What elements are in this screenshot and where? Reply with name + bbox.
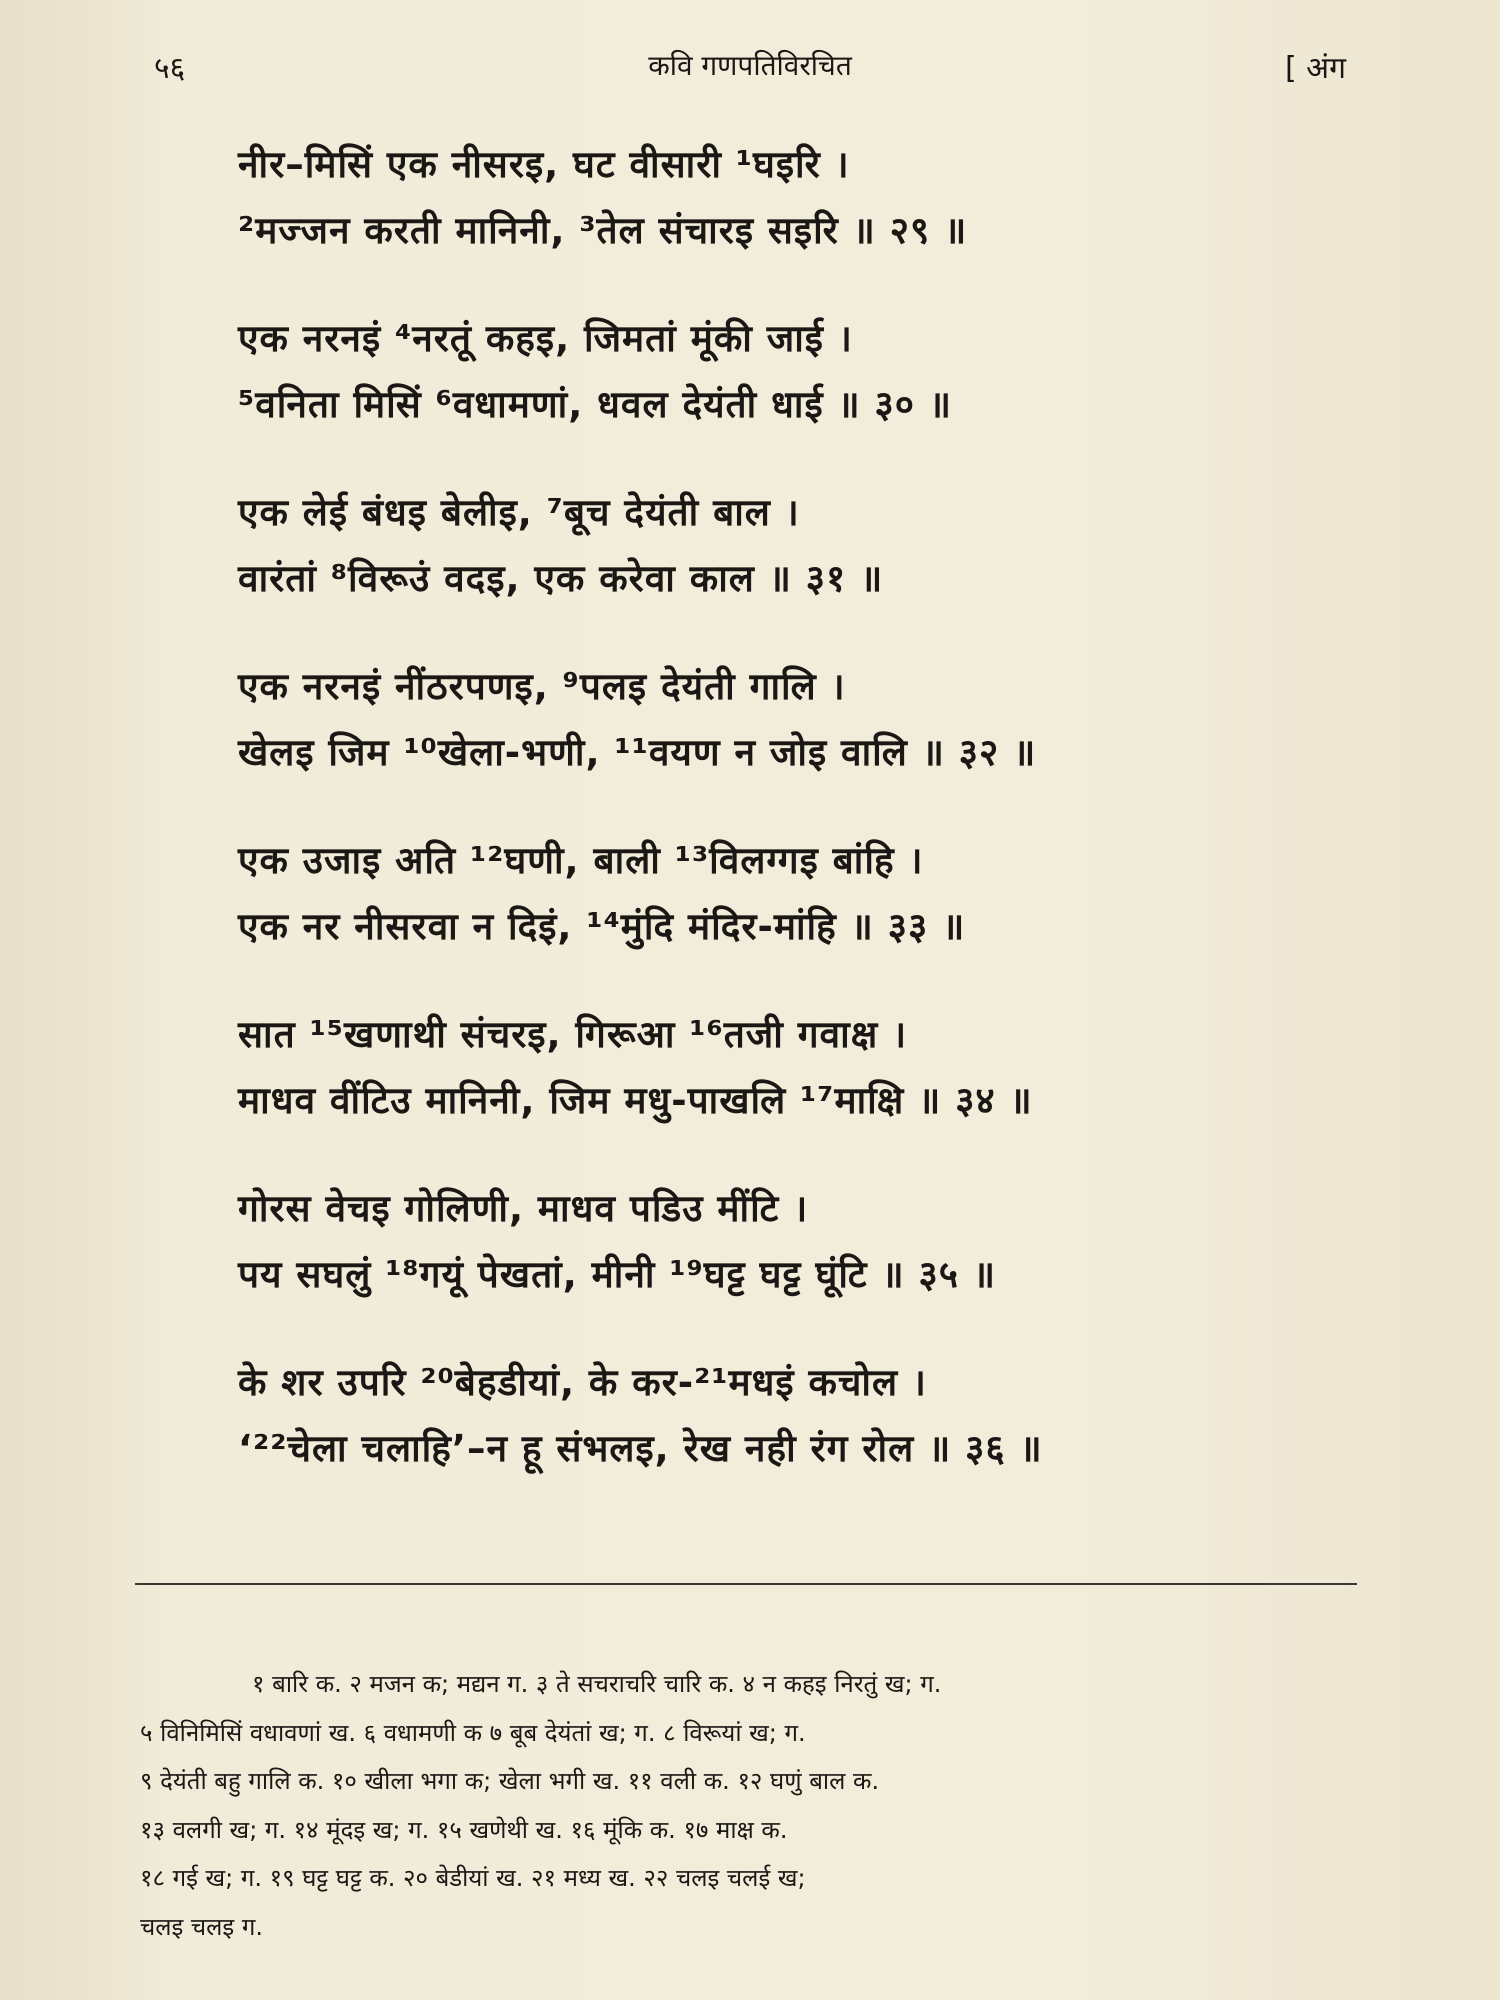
verse-line: एक उजाइ अति ¹²घणी, बाली ¹³विलग्गइ बांहि । bbox=[238, 839, 924, 882]
stanza-36 bbox=[238, 1350, 1273, 1482]
page-header bbox=[150, 40, 1350, 90]
verse-line: एक नरनइं नींठरपणइ, ⁹पलइ देयंती गालि । bbox=[238, 665, 846, 708]
verse-line: माधव वींटिउ मानिनी, जिम मधु-पाखलि ¹⁷माक्षि ॥ ३४ ॥ bbox=[238, 1079, 1033, 1122]
verse-line: एक नर नीसरवा न दिइं, ¹⁴मुंदि मंदिर-मांहि ॥ ३३ ॥ bbox=[238, 905, 966, 948]
section-marker: [ अंग bbox=[1284, 51, 1346, 86]
stanza-32 bbox=[238, 654, 1273, 786]
verse-line: एक लेई बंधइ बेलीइ, ⁷बूच देयंती बाल । bbox=[238, 491, 800, 534]
stanza-34 bbox=[238, 1002, 1273, 1134]
stanza-30 bbox=[238, 306, 1273, 438]
footnote-divider bbox=[135, 1583, 1357, 1585]
verse-line: गोरस वेचइ गोलिणी, माधव पडिउ मींटि । bbox=[238, 1187, 809, 1230]
verse-line: पय सघलुं ¹⁸गयूं पेखतां, मीनी ¹⁹घट्ट घट्ट घूंटि ॥ ३५ ॥ bbox=[238, 1253, 997, 1296]
footnote-line: ५ विनिमिसिं वधावणां ख. ६ वधामणी क ७ बूब देयंतां ख; ग. ८ विरूयां ख; ग. bbox=[140, 1718, 806, 1747]
verse-line: के शर उपरि ²⁰बेहडीयां, के कर-²¹मधइं कचोल । bbox=[238, 1361, 927, 1404]
stanza-29 bbox=[238, 132, 1273, 264]
footnote-line: चलइ चलइ ग. bbox=[140, 1912, 263, 1941]
footnote-line: ९ देयंती बहु गालि क. १० खीला भगा क; खेला भगी ख. ११ वली क. १२ घणुं बाल क. bbox=[140, 1767, 880, 1795]
page-number: ५६ bbox=[154, 51, 186, 86]
verse-line: वारंतां ⁸विरूउं वदइ, एक करेवा काल ॥ ३१ ॥ bbox=[238, 557, 884, 600]
footnote-line: १८ गई ख; ग. १९ घट्ट घट्ट क. २० बेडीयां ख. २१ मध्य ख. २२ चलइ चलई ख; bbox=[140, 1864, 806, 1892]
verse-line: ²मज्जन करती मानिनी, ³तेल संचारइ सइरि ॥ २९ ॥ bbox=[238, 209, 968, 252]
verse-line: नीर–मिसिं एक नीसरइ, घट वीसारी ¹घइरि । bbox=[238, 143, 850, 186]
verse-line: ⁵वनिता मिसिं ⁶वधामणां, धवल देयंती धाई ॥ ३० ॥ bbox=[238, 383, 953, 426]
footnote-line: १ बारि क. २ मजन क; मद्यन ग. ३ ते सचराचरि चारि क. ४ न कहइ निरतुं ख; ग. bbox=[252, 1670, 942, 1698]
footnotes bbox=[140, 1660, 1340, 1951]
running-title: कवि गणपतिविरचित bbox=[648, 49, 852, 82]
verse-line: एक नरनइं ⁴नरतूं कहइ, जिमतां मूंकी जाई । bbox=[238, 317, 853, 360]
verse-block bbox=[238, 132, 1273, 1524]
footnote-line: १३ वलगी ख; ग. १४ मूंदइ ख; ग. १५ खणेथी ख. १६ मूंकि क. १७ माक्ष क. bbox=[140, 1815, 788, 1844]
verse-line: ‘²²चेला चलाहि’–न हू संभलइ, रेख नही रंग रोल ॥ ३६ ॥ bbox=[238, 1427, 1043, 1470]
stanza-33 bbox=[238, 828, 1273, 960]
verse-line: सात ¹⁵खणाथी संचरइ, गिरूआ ¹⁶तजी गवाक्ष । bbox=[238, 1013, 908, 1056]
verse-line: खेलइ जिम ¹⁰खेला-भणी, ¹¹वयण न जोइ वालि ॥ ३२ ॥ bbox=[238, 731, 1037, 774]
stanza-35 bbox=[238, 1176, 1273, 1308]
stanza-31 bbox=[238, 480, 1273, 612]
